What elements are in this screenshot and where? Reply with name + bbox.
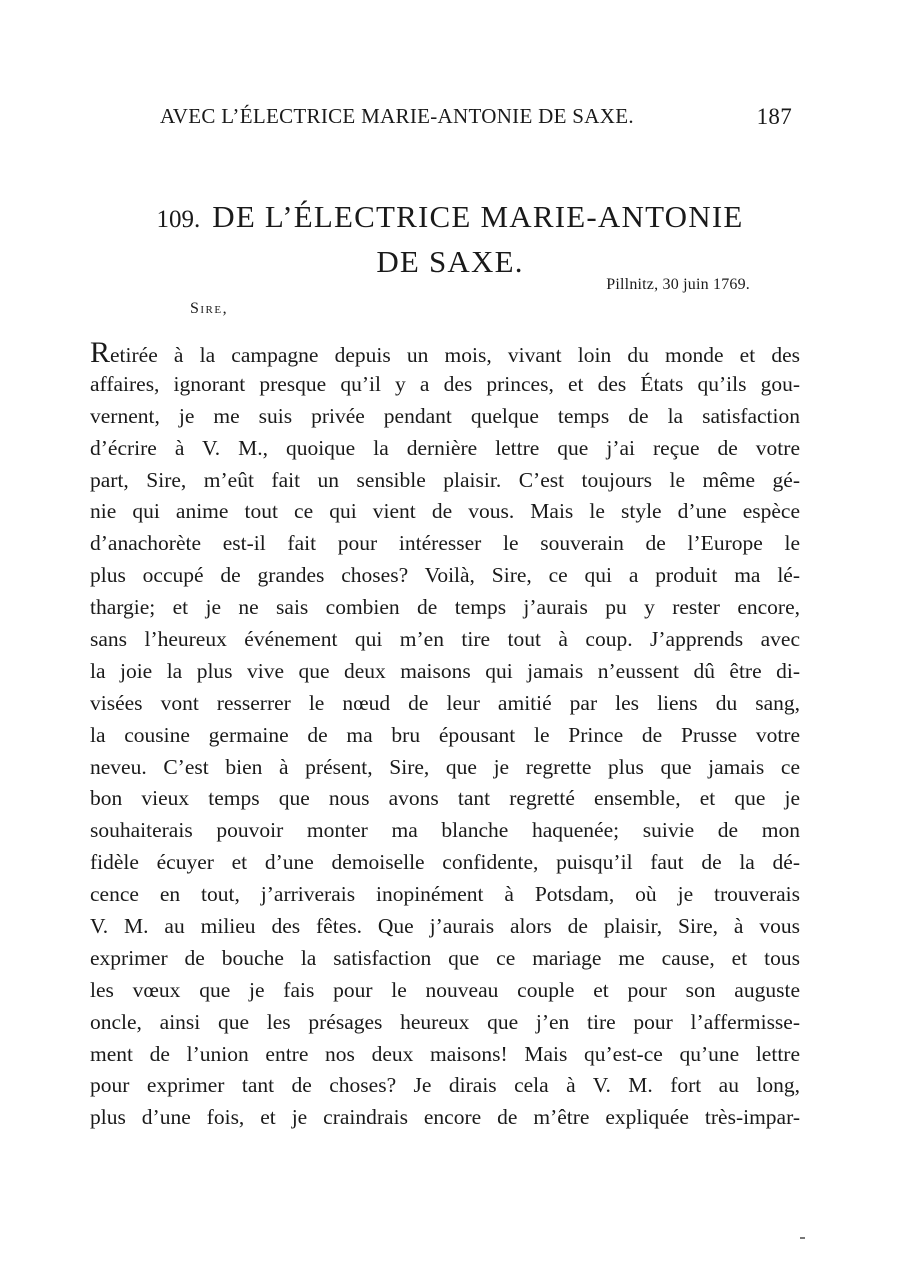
body-line-text: etirée à la campagne depuis un mois, vivant loin du monde et des xyxy=(110,343,800,367)
body-line: part, Sire, m’eût fait un sensible plaisir. C’est toujours le même gé- xyxy=(90,467,800,492)
body-line: thargie; et je ne sais combien de temps j’aurais pu y rester encore, xyxy=(90,595,800,620)
body-line: plus occupé de grandes choses? Voilà, Sire, ce qui a produit ma lé- xyxy=(90,563,800,588)
body-line: vernent, je me suis privée pendant quelque temps de la satisfaction xyxy=(90,403,800,428)
body-line: sans l’heureux événement qui m’en tire tout à coup. J’apprends avec xyxy=(90,627,800,652)
body-line: nie qui anime tout ce qui vient de vous. Mais le style d’une espèce xyxy=(90,499,800,524)
body-line: d’écrire à V. M., quoique la dernière lettre que j’ai reçue de votre xyxy=(90,435,800,460)
body-line: V. M. au milieu des fêtes. Que j’aurais alors de plaisir, Sire, à vous xyxy=(90,914,800,939)
body-line: bon vieux temps que nous avons tant regretté ensemble, et que je xyxy=(90,786,800,811)
body-line: visées vont resserrer le nœud de leur amitié par les liens du sang, xyxy=(90,690,800,715)
body-line: la cousine germaine de ma bru épousant le Prince de Prusse votre xyxy=(90,722,800,747)
body-line: souhaiterais pouvoir monter ma blanche haquenée; suivie de mon xyxy=(90,818,800,843)
body-line: les vœux que je fais pour le nouveau couple et pour son auguste xyxy=(90,977,800,1002)
page-number: 187 xyxy=(756,104,792,129)
letter-heading xyxy=(140,196,760,283)
dateline: Pillnitz, 30 juin 1769. xyxy=(606,276,750,293)
body-line: affaires, ignorant presque qu’il y a des princes, et des États qu’ils gou- xyxy=(90,371,800,396)
body-line: la joie la plus vive que deux maisons qui jamais n’eussent dû être di- xyxy=(90,658,800,683)
salutation: Sire, xyxy=(190,300,229,317)
letter-number: 109. xyxy=(156,206,201,233)
body-line: pour exprimer tant de choses? Je dirais cela à V. M. fort au long, xyxy=(90,1073,800,1098)
letter-heading-text1: DE L’ÉLECTRICE MARIE-ANTONIE xyxy=(212,199,744,234)
body-line: exprimer de bouche la satisfaction que ce mariage me cause, et tous xyxy=(90,945,800,970)
body-line: d’anachorète est-il fait pour intéresser le souverain de l’Europe le xyxy=(90,531,800,556)
drop-cap: R xyxy=(90,336,111,369)
body-line: cence en tout, j’arriverais inopinément à Potsdam, où je trouverais xyxy=(90,882,800,907)
body-line: plus d’une fois, et je craindrais encore de m’être expliquée très-impar- xyxy=(90,1105,800,1130)
body-line: fidèle écuyer et d’une demoiselle confidente, puisqu’il faut de la dé- xyxy=(90,850,800,875)
body-line: neveu. C’est bien à présent, Sire, que je regrette plus que jamais ce xyxy=(90,754,800,779)
running-head-title: AVEC L’ÉLECTRICE MARIE-ANTONIE DE SAXE. xyxy=(160,104,634,128)
body-line: ment de l’union entre nos deux maisons! Mais qu’est-ce qu’une lettre xyxy=(90,1041,800,1066)
letter-heading-line2: DE SAXE. xyxy=(376,244,524,279)
body-line: oncle, ainsi que les présages heureux que j’en tire pour l’affermisse- xyxy=(90,1009,800,1034)
print-speck xyxy=(800,1237,805,1239)
letter-heading-line1 xyxy=(140,196,760,241)
body-line xyxy=(90,337,800,369)
letter-body xyxy=(90,337,800,1134)
